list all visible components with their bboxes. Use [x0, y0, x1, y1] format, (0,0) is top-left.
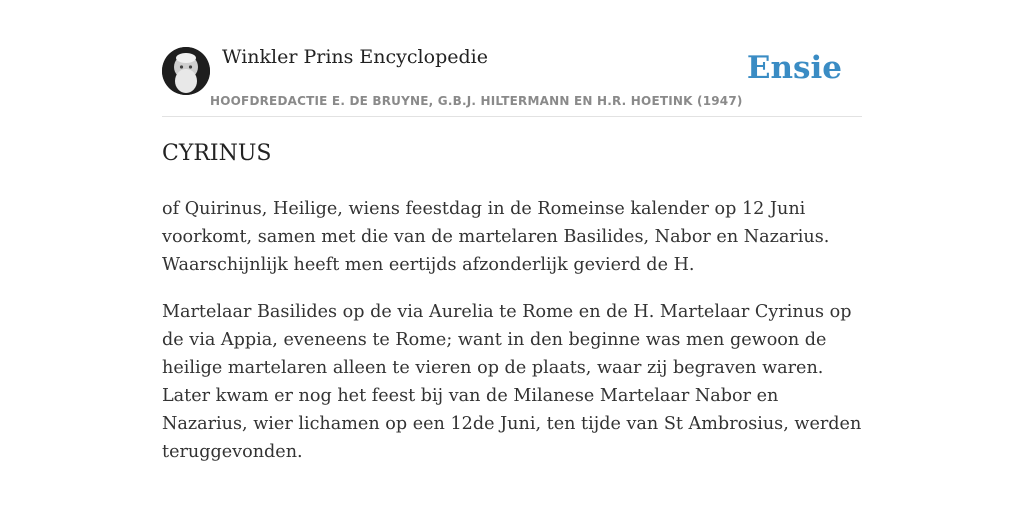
editors-line: HOOFDREDACTIE E. DE BRUYNE, G.B.J. HILTERMANN EN H.R. HOETINK (1947)	[210, 94, 743, 108]
article-title: CYRINUS	[162, 141, 272, 166]
author-avatar	[162, 47, 210, 95]
brand-logo[interactable]: Ensie	[746, 50, 842, 86]
article	[162, 138, 862, 485]
site-header	[162, 40, 862, 117]
article-paragraph: Martelaar Basilides op de via Aurelia te Rome en de H. Martelaar Cyrinus op de via Appia, eveneens te Rome; want in den beginne was men gewoon de heilige martelaren alleen te vieren op de plaats, waar zij begraven waren. Later kwam er nog het feest bij van de Milanese Martelaar Nabor en Nazarius, wier lichamen op een 12de Juni, ten tijde van St Ambrosius, werden teruggevonden.	[162, 302, 862, 462]
site-title[interactable]: Winkler Prins Encyclopedie	[222, 46, 488, 68]
article-paragraph: of Quirinus, Heilige, wiens feestdag in de Romeinse kalender op 12 Juni voorkomt, samen met die van de martelaren Basilides, Nabor en Nazarius. Waarschijnlijk heeft men eertijds afzonderlijk gevierd de H.	[162, 199, 830, 275]
